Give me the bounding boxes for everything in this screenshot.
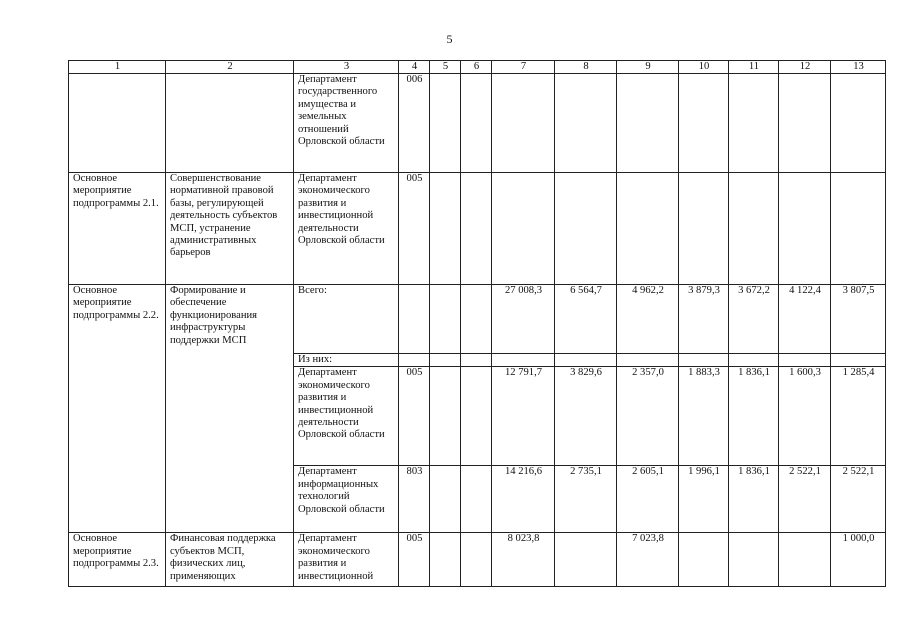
value-cell: 2 357,0 <box>617 367 679 466</box>
event-cell: Основное мероприятие подпрограммы 2.2. <box>69 285 166 533</box>
code-cell: 005 <box>399 367 430 466</box>
col-header: 1 <box>69 61 166 74</box>
event-cell: Основное мероприятие подпрограммы 2.1. <box>69 173 166 285</box>
executor-cell: Департамент государственного имущества и земельных отношений Орловской области <box>294 74 399 173</box>
name-cell: Совершенствование нормативной правовой базы, регулирующей деятельность субъектов МСП, устранение административных барьеров <box>166 173 294 285</box>
code-cell: 803 <box>399 466 430 533</box>
col-header: 3 <box>294 61 399 74</box>
page-number: 5 <box>446 32 453 46</box>
value-cell: 8 023,8 <box>492 533 555 587</box>
value-cell: 3 879,3 <box>679 285 729 354</box>
table-row <box>69 74 886 173</box>
table-cell <box>69 74 166 173</box>
value-cell: 3 829,6 <box>555 367 617 466</box>
col-header: 6 <box>461 61 492 74</box>
executor-cell: Департамент экономического развития и инвестиционной деятельности Орловской области <box>294 173 399 285</box>
value-cell: 1 883,3 <box>679 367 729 466</box>
code-cell: 005 <box>399 173 430 285</box>
header-row <box>69 61 886 74</box>
value-cell: 1 836,1 <box>729 466 779 533</box>
of-which-label: Из них: <box>294 354 399 367</box>
value-cell: 1 836,1 <box>729 367 779 466</box>
col-header: 2 <box>166 61 294 74</box>
value-cell: 12 791,7 <box>492 367 555 466</box>
value-cell: 1 000,0 <box>831 533 886 587</box>
col-header: 8 <box>555 61 617 74</box>
col-header: 12 <box>779 61 831 74</box>
value-cell: 1 285,4 <box>831 367 886 466</box>
budget-table <box>68 60 886 587</box>
col-header: 9 <box>617 61 679 74</box>
value-cell: 4 962,2 <box>617 285 679 354</box>
value-cell: 2 522,1 <box>831 466 886 533</box>
value-cell: 2 735,1 <box>555 466 617 533</box>
total-label: Всего: <box>294 285 399 354</box>
value-cell: 6 564,7 <box>555 285 617 354</box>
value-cell: 7 023,8 <box>617 533 679 587</box>
executor-cell: Департамент экономического развития и инвестиционной <box>294 533 399 587</box>
col-header: 4 <box>399 61 430 74</box>
value-cell: 2 605,1 <box>617 466 679 533</box>
name-cell: Формирование и обеспечение функционирования инфраструктуры поддержки МСП <box>166 285 294 533</box>
event-cell: Основное мероприятие подпрограммы 2.3. <box>69 533 166 587</box>
col-header: 10 <box>679 61 729 74</box>
code-cell: 005 <box>399 533 430 587</box>
table-cell <box>166 74 294 173</box>
name-cell: Финансовая поддержка субъектов МСП, физических лиц, применяющих <box>166 533 294 587</box>
col-header: 7 <box>492 61 555 74</box>
table-row <box>69 285 886 354</box>
col-header: 5 <box>430 61 461 74</box>
value-cell: 1 600,3 <box>779 367 831 466</box>
executor-cell: Департамент информационных технологий Орловской области <box>294 466 399 533</box>
value-cell: 4 122,4 <box>779 285 831 354</box>
value-cell: 3 807,5 <box>831 285 886 354</box>
col-header: 11 <box>729 61 779 74</box>
value-cell: 1 996,1 <box>679 466 729 533</box>
value-cell: 3 672,2 <box>729 285 779 354</box>
value-cell: 2 522,1 <box>779 466 831 533</box>
code-cell: 006 <box>399 74 430 173</box>
col-header: 13 <box>831 61 886 74</box>
table-row <box>69 533 886 587</box>
value-cell: 14 216,6 <box>492 466 555 533</box>
executor-cell: Департамент экономического развития и инвестиционной деятельности Орловской области <box>294 367 399 466</box>
value-cell: 27 008,3 <box>492 285 555 354</box>
table-row <box>69 173 886 285</box>
